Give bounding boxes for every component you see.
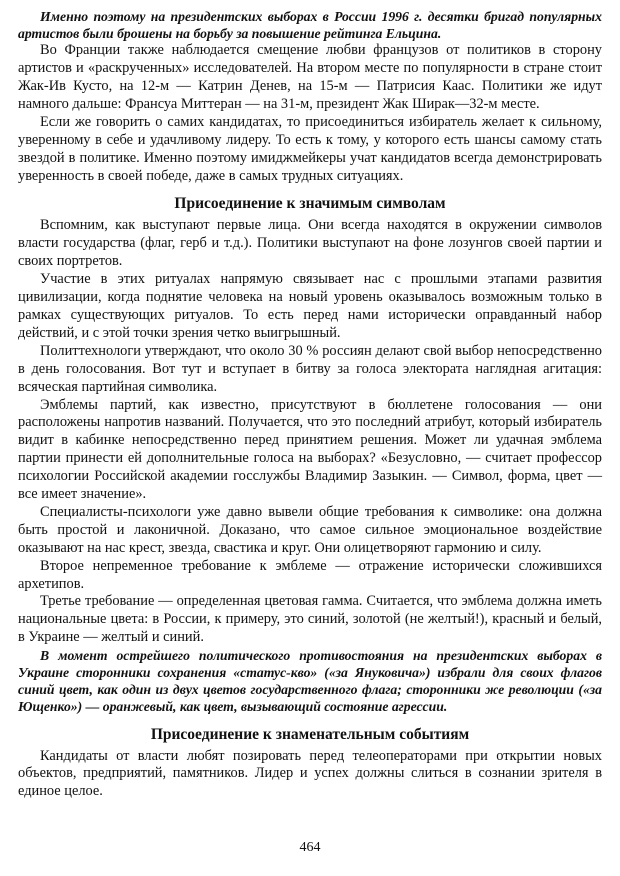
paragraph: Участие в этих ритуалах напрямую связывает нас с прошлыми этапами развития цивилизации, когда поднятие человека на новый уровень оказывалось возможным только в рамках существующих ритуалов. То есть перед нами исторически оправданный набор действий, и с этой точки зрения четко выигрышный. xyxy=(18,271,602,341)
section-heading-symbols: Присоединение к значимым символам xyxy=(174,195,446,213)
paragraph: Политтехнологи утверждают, что около 30 % россиян делают свой выбор непосредственно в день голосования. Вот тут и вступает в битву за голоса электората наглядная агитация: всяческая партийная символика. xyxy=(18,342,602,395)
text-column xyxy=(18,8,602,801)
paragraph-italic-example: В момент острейшего политического противостояния на президентских выборах в Украине сторонники сохранения «статус-кво» («за Януковича») избрали для своих флагов синий цвет, как один из двух цветов государственного флага; сторонники же революции («за Ющенко») — оранжевый, как цвет, вызывающий состояние агрессии. xyxy=(18,648,602,715)
paragraph: Второе непременное требование к эмблеме — отражение исторически сложившихся архетипов. xyxy=(18,557,602,592)
paragraph: Эмблемы партий, как известно, присутствуют в бюллетене голосования — они расположены напротив названий. Получается, что это последний атрибут, который избиратель видит в кабинке непосредственно перед принятием решения. Может ли удачная эмблема партии принести ей дополнительные голоса на выборах? «Безусловно, — считает профессор психологии Российской академии госслужбы Владимир Зазыкин. — Символ, форма, цвет — все имеет значение». xyxy=(18,396,602,503)
paragraph: Во Франции также наблюдается смещение любви французов от политиков в сторону артистов и «раскрученных» исследователей. На втором месте по популярности в стране стоит Жак-Ив Кусто, на 12-м — Катрин Денев, на 15-м — Патрисия Каас. Политики же идут намного дальше: Франсуа Миттеран — на 31-м, президент Жак Ширак—32-м месте. xyxy=(18,42,602,112)
paragraph-italic-intro: Именно поэтому на президентских выборах в России 1996 г. десятки бригад популярных артистов были брошены на борьбу за повышение рейтинга Ельцина. xyxy=(18,9,602,42)
paragraph: Вспомним, как выступают первые лица. Они всегда находятся в окружении символов власти государства (флаг, герб и т.д.). Политики выступают на фоне лозунгов своей партии и своих портретов. xyxy=(18,217,602,270)
section-heading-events: Присоединение к знаменательным событиям xyxy=(150,725,470,743)
paragraph: Кандидаты от власти любят позировать перед телеоператорами при открытии новых объектов, предприятий, памятников. Лидер и успех должны слиться в сознании зрителя в единое целое. xyxy=(18,747,602,800)
paragraph: Специалисты-психологи уже давно вывели общие требования к символике: она должна быть простой и лаконичной. Доказано, что самое сильное эмоциональное воздействие оказывают на нас крест, звезда, свастика и круг. Они олицетворяют гармонию и силу. xyxy=(18,503,602,556)
page-number: 464 xyxy=(299,840,321,855)
paragraph: Если же говорить о самих кандидатах, то присоединиться избиратель желает к сильному, уверенному в себе и удачливому лидеру. То есть к тому, у которого есть шансы самому стать звездой в политике. Именно поэтому имиджмейкеры учат кандидатов всегда демонстрировать уверенность в своей победе, даже в самых трудных ситуациях. xyxy=(18,113,602,184)
paragraph: Третье требование — определенная цветовая гамма. Считается, что эмблема должна иметь национальные цвета: в России, к примеру, это синий, золотой (не желтый!), красный и белый, в Украине — желтый и синий. xyxy=(18,593,602,646)
